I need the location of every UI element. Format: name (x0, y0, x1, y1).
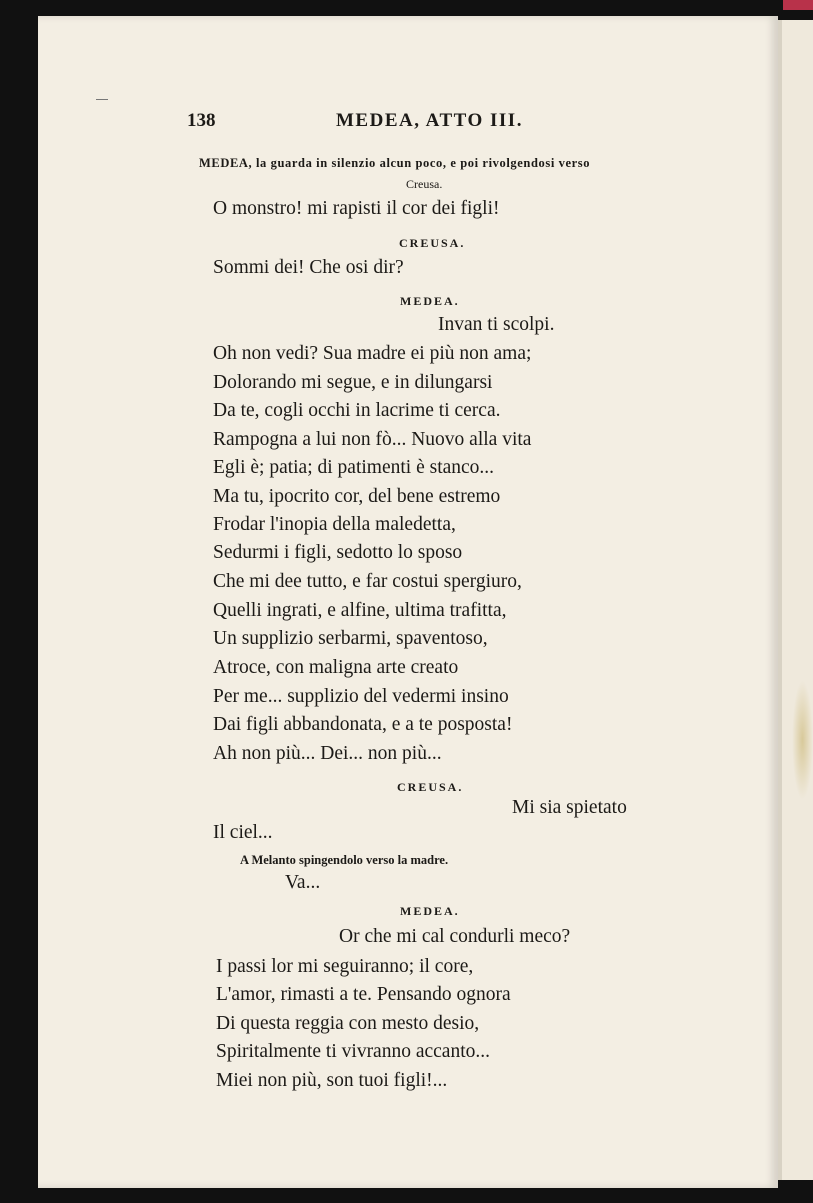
verse-line: Dolorando mi segue, e in dilungarsi (213, 372, 493, 393)
speaker-name: MEDEA. (400, 294, 460, 308)
speaker-name: CREUSA. (399, 236, 466, 250)
verse-line: Egli è; patia; di patimenti è stanco... (213, 457, 495, 478)
verse-line: Mi sia spietato (512, 797, 627, 818)
stage-direction: A Melanto spingendolo verso la madre. (240, 853, 449, 867)
verse-line: Ah non più... Dei... non più... (213, 743, 442, 764)
verse-line: Ma tu, ipocrito cor, del bene estremo (213, 486, 501, 507)
speaker-name: CREUSA. (397, 780, 464, 794)
margin-mark (96, 99, 108, 100)
next-page-edge-marker (783, 0, 813, 10)
verse-line: Di questa reggia con mesto desio, (216, 1013, 480, 1034)
page-number: 138 (187, 110, 216, 131)
verse-line: Miei non più, son tuoi figli!... (216, 1070, 448, 1091)
verse-line: Atroce, con maligna arte creato (213, 657, 459, 678)
verse-line: Va... (285, 872, 321, 893)
stage-direction-cont: Creusa. (406, 177, 443, 191)
verse-line: Spiritalmente ti vivranno accanto... (216, 1041, 490, 1062)
speaker-name: MEDEA. (400, 904, 460, 918)
next-page-edge (778, 20, 813, 1180)
verse-line: Il ciel... (213, 822, 273, 843)
verse-line: Quelli ingrati, e alfine, ultima trafitta, (213, 600, 507, 621)
verse-line: Or che mi cal condurli meco? (339, 926, 571, 947)
paper-stain (792, 680, 813, 800)
verse-line: Invan ti scolpi. (438, 314, 555, 335)
verse-line: Che mi dee tutto, e far costui spergiuro, (213, 571, 522, 592)
verse-line: Un supplizio serbarmi, spaventoso, (213, 628, 488, 649)
verse-line: Per me... supplizio del vedermi insino (213, 686, 509, 707)
verse-line: I passi lor mi seguiranno; il core, (216, 956, 474, 977)
verse-line: Da te, cogli occhi in lacrime ti cerca. (213, 400, 501, 421)
running-head: MEDEA, ATTO III. (336, 110, 523, 131)
verse-line: Sedurmi i figli, sedotto lo sposo (213, 542, 463, 563)
verse-line: Dai figli abbandonata, e a te posposta! (213, 714, 513, 735)
page-gutter (778, 20, 782, 1180)
verse-line: Sommi dei! Che osi dir? (213, 257, 404, 278)
verse-line: Rampogna a lui non fò... Nuovo alla vita (213, 429, 532, 450)
verse-line: L'amor, rimasti a te. Pensando ognora (216, 984, 511, 1005)
stage-direction: MEDEA, la guarda in silenzio alcun poco, e poi rivolgendosi verso (199, 156, 591, 170)
verse-line: Frodar l'inopia della maledetta, (213, 514, 456, 535)
verse-line: Oh non vedi? Sua madre ei più non ama; (213, 343, 532, 364)
verse-line: O monstro! mi rapisti il cor dei figli! (213, 198, 500, 219)
